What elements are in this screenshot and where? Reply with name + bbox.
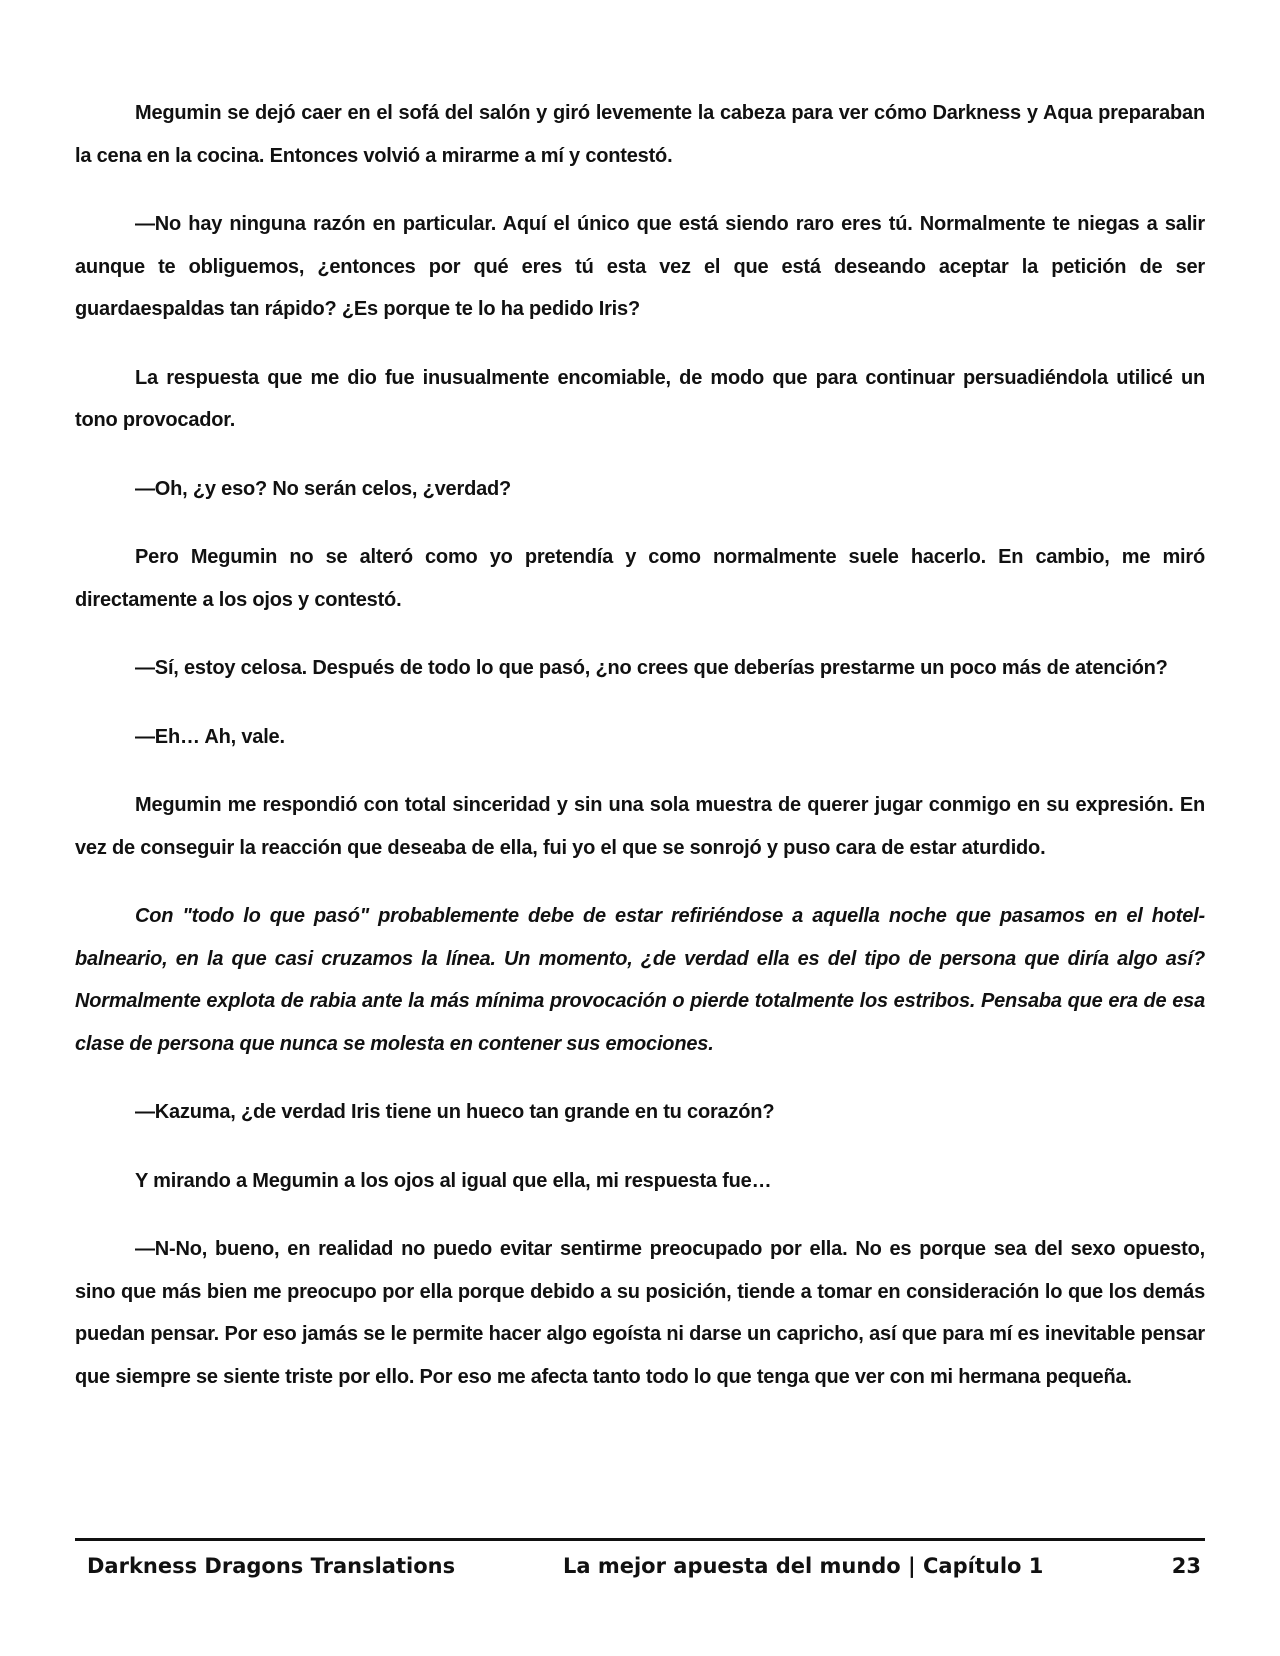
paragraph: Pero Megumin no se alteró como yo pretendía y como normalmente suele hacerlo. En cambio, me miró directamente a los ojos y contestó. [75, 546, 1205, 611]
paragraph: —No hay ninguna razón en particular. Aquí el único que está siendo raro eres tú. Normalmente te niegas a salir aunque te obliguemos, ¿entonces por qué eres tú esta vez el que está deseando aceptar la petición de ser guardaespaldas tan rápido? ¿Es porque te lo ha pedido Iris? [75, 213, 1205, 320]
paragraph: Megumin se dejó caer en el sofá del salón y giró levemente la cabeza para ver cómo Darkness y Aqua preparaban la cena en la cocina. Entonces volvió a mirarme a mí y contestó. [75, 102, 1205, 167]
footer-divider [75, 1538, 1205, 1541]
paragraph: —Eh… Ah, vale. [135, 725, 285, 748]
footer-translator-name: Darkness Dragons Translations [87, 1554, 456, 1578]
page-footer [75, 1548, 1205, 1584]
paragraph: —Kazuma, ¿de verdad Iris tiene un hueco tan grande en tu corazón? [135, 1101, 775, 1123]
paragraph: —N-No, bueno, en realidad no puedo evitar sentirme preocupado por ella. No es porque sea del sexo opuesto, sino que más bien me preocupo por ella porque debido a su posición, tiende a tomar en consideración lo que los demás puedan pensar. Por eso jamás se le permite hacer algo egoísta ni darse un capricho, así que para mí es inevitable pensar que siempre se siente triste por ello. Por eso me afecta tanto todo lo que tenga que ver con mi hermana pequeña. [75, 1238, 1205, 1388]
page-number: 23 [1171, 1554, 1201, 1578]
paragraph: Y mirando a Megumin a los ojos al igual que ella, mi respuesta fue… [135, 1169, 772, 1192]
footer-chapter-title: La mejor apuesta del mundo | Capítulo 1 [563, 1554, 1044, 1578]
paragraph: —Sí, estoy celosa. Después de todo lo que pasó, ¿no crees que deberías prestarme un poco más de atención? [135, 657, 1168, 679]
page-body [75, 92, 1205, 1424]
paragraph: Megumin me respondió con total sinceridad y sin una sola muestra de querer jugar conmigo en su expresión. En vez de conseguir la reacción que deseaba de ella, fui yo el que se sonrojó y puso cara de estar aturdido. [75, 794, 1205, 859]
paragraph: La respuesta que me dio fue inusualmente encomiable, de modo que para continuar persuadiéndola utilicé un tono provocador. [75, 366, 1205, 431]
paragraph: —Oh, ¿y eso? No serán celos, ¿verdad? [135, 477, 512, 500]
italic-paragraph: Con "todo lo que pasó" probablemente debe de estar refiriéndose a aquella noche que pasamos en el hotel-balneario, en la que casi cruzamos la línea. Un momento, ¿de verdad ella es del tipo de persona que diría algo así? Normalmente explota de rabia ante la más mínima provocación o pierde totalmente los estribos. Pensaba que era de esa clase de persona que nunca se molesta en contener sus emociones. [75, 905, 1205, 1055]
